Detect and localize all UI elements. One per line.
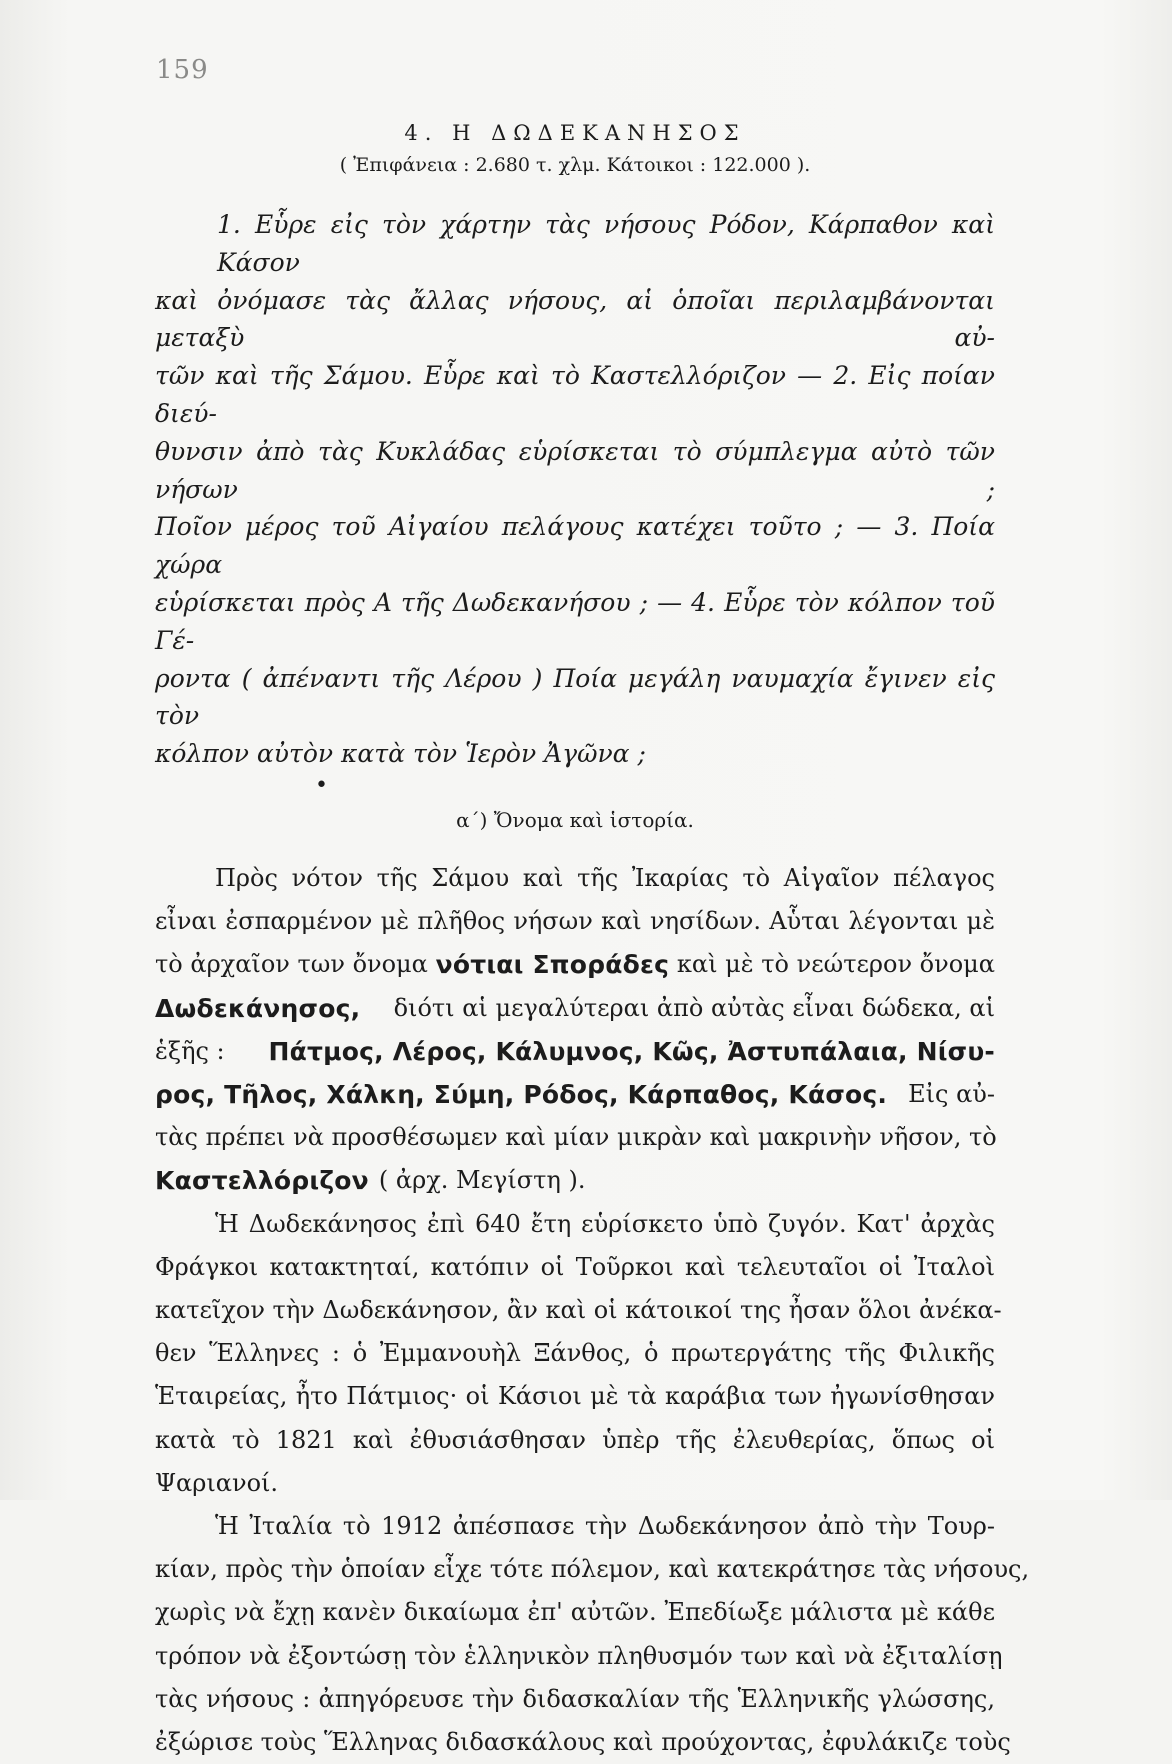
text-segment: ( ἀρχ. Μεγίστη ). bbox=[378, 1166, 586, 1195]
bold-term: Πάτμος, Λέρος, Κάλυμνος, Κῶς, Ἀστυπάλαια, Νίσυ- bbox=[268, 1036, 995, 1066]
exercise-line: κόλπον αὐτὸν κατὰ τὸν Ἱερὸν Ἀγῶνα ; bbox=[155, 739, 646, 769]
paragraph-occupation bbox=[155, 1203, 1002, 1505]
text-line: τρόπον νὰ ἐξοντώσῃ τὸν ἑλληνικὸν πληθυσμόν των καὶ νὰ ἐξιταλίσῃ bbox=[155, 1641, 1003, 1670]
text-line: εἶναι ἐσπαρμένον μὲ πλῆθος νήσων καὶ νησίδων. Αὗται λέγονται μὲ bbox=[155, 907, 995, 936]
exercise-line: θυνσιν ἀπὸ τὰς Κυκλάδας εὑρίσκεται τὸ σύμπλεγμα αὐτὸ τῶν νήσων ; bbox=[155, 436, 995, 504]
text-line: κατεῖχον τὴν Δωδεκάνησον, ἂν καὶ οἱ κάτοικοί της ἦσαν ὅλοι ἀνέκα- bbox=[155, 1295, 1002, 1324]
text-segment: καὶ μὲ τὸ νεώτερον ὄνομα bbox=[676, 950, 995, 979]
chapter-title: 4. Η ΔΩΔΕΚΑΝΗΣΟΣ bbox=[404, 121, 746, 145]
text-segment: τὸ ἀρχαῖον των ὄνομα bbox=[155, 950, 428, 979]
bold-term: νότιαι Σποράδες bbox=[435, 950, 670, 980]
exercise-line: 1. Εὗρε εἰς τὸν χάρτην τὰς νήσους Ρόδον, Κάρπαθον καὶ Κάσον bbox=[217, 210, 995, 277]
section-heading: α΄) Ὄνομα καὶ ἱστορία. bbox=[456, 807, 694, 832]
exercise-line: εὑρίσκεται πρὸς Α τῆς Δωδεκανήσου ; — 4. Εὗρε τὸν κόλπον τοῦ Γέ- bbox=[155, 587, 995, 655]
text-segment: διότι αἱ μεγαλύτεραι ἀπὸ αὐτὰς εἶναι δώδεκα, αἱ bbox=[393, 993, 995, 1022]
chapter-stats: ( Ἐπιφάνεια : 2.680 τ. χλμ. Κάτοικοι : 122.000 ). bbox=[339, 154, 811, 176]
text-segment: ἑξῆς : bbox=[155, 1036, 225, 1065]
text-line bbox=[155, 1073, 995, 1116]
text-line: κίαν, πρὸς τὴν ὁποίαν εἶχε τότε πόλεμον, καὶ κατεκράτησε τὰς νήσους, bbox=[155, 1555, 1030, 1584]
text-line: χωρὶς νὰ ἔχῃ κανὲν δικαίωμα ἐπ' αὐτῶν. Ἐπεδίωξε μάλιστα μὲ κάθε bbox=[155, 1598, 995, 1627]
text-line bbox=[155, 1030, 995, 1073]
text-segment: Εἰς αὐ- bbox=[908, 1079, 995, 1108]
text-line bbox=[155, 1159, 995, 1202]
body-text bbox=[155, 857, 1030, 1764]
text-line: Ἡ Δωδεκάνησος ἐπὶ 640 ἔτη εὑρίσκετο ὑπὸ ζυγόν. Κατ' ἀρχὰς bbox=[215, 1209, 995, 1238]
page-number: 159 bbox=[156, 55, 209, 85]
bold-term: Δωδεκάνησος, bbox=[155, 993, 361, 1023]
exercise-line: Ποῖον μέρος τοῦ Αἰγαίου πελάγους κατέχει τοῦτο ; — 3. Ποία χώρα bbox=[155, 512, 995, 580]
exercise-line: τῶν καὶ τῆς Σάμου. Εὗρε καὶ τὸ Καστελλόριζον — 2. Εἰς ποίαν διεύ- bbox=[155, 361, 995, 428]
text-line: Φράγκοι κατακτηταί, κατόπιν οἱ Τοῦρκοι καὶ τελευταῖοι οἱ Ἰταλοὶ bbox=[155, 1252, 995, 1281]
text-line bbox=[155, 987, 995, 1030]
paragraph-name-history bbox=[155, 857, 995, 1203]
text-line: τὰς νήσους : ἀπηγόρευσε τὴν διδασκαλίαν τῆς Ἑλληνικῆς γλώσσης, bbox=[155, 1684, 995, 1713]
text-line: τὰς πρέπει νὰ προσθέσωμεν καὶ μίαν μικρὰν καὶ μακρινὴν νῆσον, τὸ bbox=[155, 1123, 997, 1152]
text-line: Ἡ Ἰταλία τὸ 1912 ἀπέσπασε τὴν Δωδεκάνησον ἀπὸ τὴν Τουρ- bbox=[215, 1512, 995, 1540]
exercise-block bbox=[155, 206, 995, 773]
text-line: ἐξώρισε τοὺς Ἕλληνας διδασκάλους καὶ προύχοντας, ἐφυλάκιζε τοὺς bbox=[155, 1728, 1011, 1757]
bullet-mark: • bbox=[315, 772, 328, 798]
text-line: Πρὸς νότον τῆς Σάμου καὶ τῆς Ἰκαρίας τὸ Αἰγαῖον πέλαγος bbox=[215, 863, 995, 892]
exercise-line: καὶ ὀνόμασε τὰς ἄλλας νήσους, αἱ ὁποῖαι περιλαμβάνονται μεταξὺ αὐ- bbox=[155, 285, 995, 353]
exercise-line: ροντα ( ἀπέναντι τῆς Λέρου ) Ποία μεγάλη ναυμαχία ἔγινεν εἰς τὸν bbox=[155, 663, 995, 731]
page-content bbox=[155, 118, 1030, 1764]
bold-term: ρος, Τῆλος, Χάλκη, Σύμη, Ρόδος, Κάρπαθος, Κάσος. bbox=[155, 1079, 888, 1109]
paragraph-italian-rule bbox=[155, 1505, 1030, 1764]
text-line bbox=[155, 943, 995, 986]
bold-term: Καστελλόριζον bbox=[155, 1166, 369, 1196]
text-line: θεν Ἕλληνες : ὁ Ἐμμανουὴλ Ξάνθος, ὁ πρωτεργάτης τῆς Φιλικῆς bbox=[155, 1339, 995, 1368]
text-line: κατὰ τὸ 1821 καὶ ἐθυσιάσθησαν ὑπὲρ τῆς ἐλευθερίας, ὅπως οἱ bbox=[155, 1425, 995, 1454]
text-line: Ψαριανοί. bbox=[155, 1468, 279, 1497]
text-line: Ἑταιρείας, ἦτο Πάτμιος· οἱ Κάσιοι μὲ τὰ καράβια των ἠγωνίσθησαν bbox=[155, 1382, 995, 1411]
